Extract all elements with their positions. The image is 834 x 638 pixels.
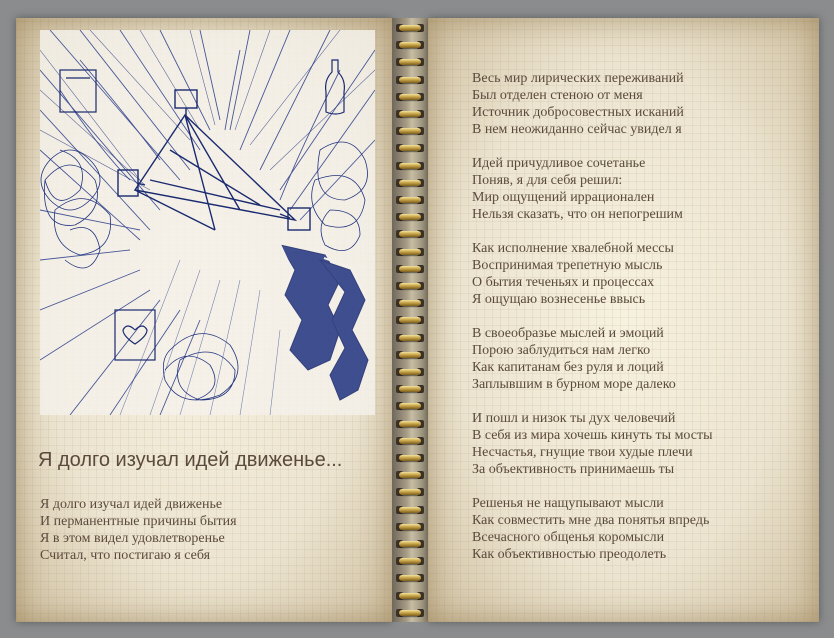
poem-line: В себя из мира хочешь кинуть ты мосты [472,428,713,443]
poem-stanza [472,70,713,138]
spiral-ring [396,246,424,258]
poem-stanza [472,155,713,223]
poem-line: Несчастья, гнущие твои худые плечи [472,445,693,460]
spiral-ring [396,486,424,498]
poem-line: Как исполнение хвалебной мессы [472,241,674,256]
spiral-ring [396,538,424,550]
poem-line: Как объективностью преодолеть [472,547,667,562]
spiral-ring [396,228,424,240]
spiral-ring [396,383,424,395]
spiral-ring [396,74,424,86]
poem-stanza [472,495,713,563]
spiral-ring [396,572,424,584]
poem-line: В нем неожиданно сейчас увидел я [472,122,682,137]
spiral-ring [396,366,424,378]
pen-drawing-illustration [40,30,375,415]
poem-line: Весь мир лирических переживаний [472,71,684,86]
poem-line: Как капитанам без руля и лоций [472,360,664,375]
poem-line: Идей причудливое сочетанье [472,156,646,171]
poem-line: В своеобразье мыслей и эмоций [472,326,664,341]
poem-line: Порою заблудиться нам легко [472,343,651,358]
spiral-ring [396,418,424,430]
spiral-ring [396,22,424,34]
poem-line: Был отделен стеною от меня [472,88,643,103]
spiral-ring [396,160,424,172]
poem-line: Нельзя сказать, что он непогрешим [472,207,683,222]
poem-line: О бытия теченьях и процессах [472,275,655,290]
poem-line: Воспринимая трепетную мысль [472,258,663,273]
spiral-ring [396,263,424,275]
spiral-ring [396,56,424,68]
spiral-ring [396,194,424,206]
poem-stanza [472,240,713,308]
poem-stanza [472,325,713,393]
poem-line: И перманентные причины бытия [40,514,237,529]
spiral-ring [396,280,424,292]
poem-line: Мир ощущений иррационален [472,190,655,205]
spiral-ring [396,400,424,412]
spiral-ring [396,590,424,602]
spiral-ring [396,521,424,533]
spiral-ring [396,142,424,154]
spiral-ring [396,555,424,567]
spiral-ring [396,39,424,51]
spiral-ring [396,177,424,189]
spiral-binding [394,18,426,622]
spiral-ring [396,452,424,464]
left-poem-stanza [40,496,237,564]
spiral-ring [396,435,424,447]
spiral-ring [396,108,424,120]
poem-line: Как совместить мне два понятья впредь [472,513,710,528]
spiral-ring [396,469,424,481]
poem-line: Я ощущаю вознесенье ввысь [472,292,646,307]
spiral-ring [396,607,424,619]
spiral-ring [396,332,424,344]
poem-title: Я долго изучал идей движенье... [38,449,343,471]
poem-line: Поняв, я для себя решил: [472,173,623,188]
spiral-ring [396,314,424,326]
spiral-ring [396,125,424,137]
poem-stanza [472,410,713,478]
poem-line: Считал, что постигаю я себя [40,548,211,563]
spiral-ring [396,211,424,223]
poem-line: И пошл и низок ты дух человечий [472,411,676,426]
poem-line: Всечасного общенья коромысли [472,530,665,545]
spiral-ring [396,91,424,103]
poem-line: Заплывшим в бурном море далеко [472,377,676,392]
poem-line: Я в этом видел удовлетворенье [40,531,225,546]
spiral-ring [396,349,424,361]
poem-line: Источник добросовестных исканий [472,105,684,120]
right-poem [472,70,713,580]
spiral-ring [396,504,424,516]
poem-line: Решенья не нащупывают мысли [472,496,664,511]
spiral-ring [396,297,424,309]
poem-line: За объективность принимаешь ты [472,462,675,477]
poem-line: Я долго изучал идей движенье [40,497,223,512]
